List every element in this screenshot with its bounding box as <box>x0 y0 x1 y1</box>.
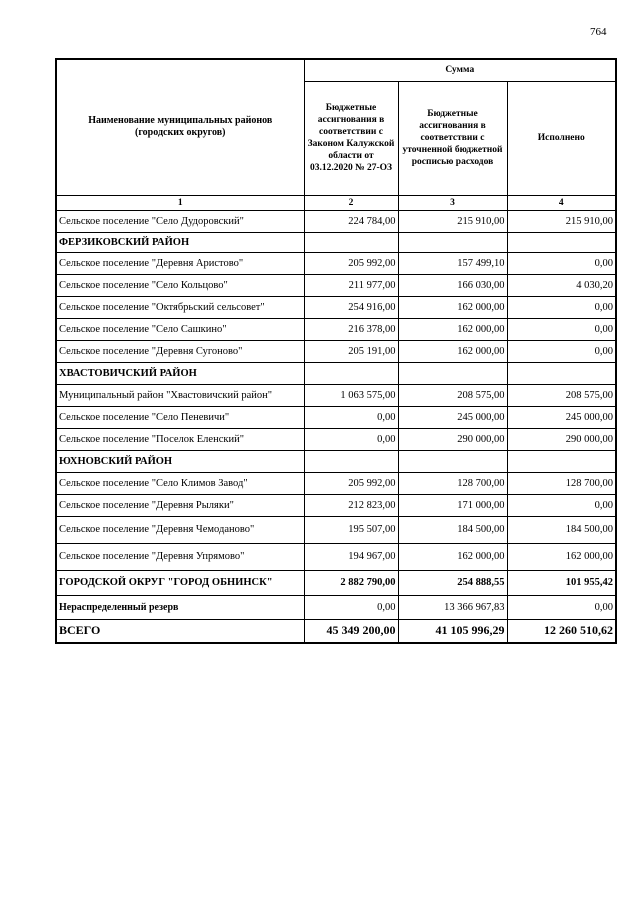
total-row <box>56 619 616 643</box>
header-num-2: 2 <box>304 195 398 210</box>
district-row: ХВАСТОВИЧСКИЙ РАЙОН <box>56 362 616 384</box>
header-num-3: 3 <box>398 195 507 210</box>
header-name-column: Наименование муниципальных районов (городских округов) <box>56 59 304 195</box>
header-sum-group: Сумма <box>304 59 616 81</box>
table-row: Сельское поселение "Село Кольцово" 211 977,00 166 030,00 4 030,20 <box>56 274 616 296</box>
table-row: Сельское поселение "Поселок Еленский" 0,00 290 000,00 290 000,00 <box>56 428 616 450</box>
total-col2: 45 349 200,00 <box>304 619 398 643</box>
table-row: Сельское поселение "Село Климов Завод" 205 992,00 128 700,00 128 700,00 <box>56 472 616 494</box>
header-col4: Исполнено <box>507 81 616 195</box>
header-col3: Бюджетные ассигнования в соответствии с уточненной бюджетной росписью расходов <box>398 81 507 195</box>
district-row: ЮХНОВСКИЙ РАЙОН <box>56 450 616 472</box>
total-col4: 12 260 510,62 <box>507 619 616 643</box>
reserve-row: Нераспределенный резерв 0,00 13 366 967,83 0,00 <box>56 595 616 619</box>
city-district-row: ГОРОДСКОЙ ОКРУГ "ГОРОД ОБНИНСК" 2 882 790,00 254 888,55 101 955,42 <box>56 570 616 595</box>
table-row: Сельское поселение "Село Сашкино" 216 378,00 162 000,00 0,00 <box>56 318 616 340</box>
table-row: Сельское поселение "Деревня Чемоданово" 195 507,00 184 500,00 184 500,00 <box>56 516 616 543</box>
page-number: 764 <box>590 26 607 38</box>
table-row: Сельское поселение "Село Дудоровский" 224 784,00 215 910,00 215 910,00 <box>56 210 616 232</box>
total-col3: 41 105 996,29 <box>398 619 507 643</box>
district-row: ФЕРЗИКОВСКИЙ РАЙОН <box>56 232 616 252</box>
budget-table <box>55 58 617 644</box>
table-row: Сельское поселение "Октябрьский сельсовет" 254 916,00 162 000,00 0,00 <box>56 296 616 318</box>
table-row: Сельское поселение "Деревня Упрямово" 194 967,00 162 000,00 162 000,00 <box>56 543 616 570</box>
header-num-4: 4 <box>507 195 616 210</box>
table-row: Сельское поселение "Деревня Рыляки" 212 823,00 171 000,00 0,00 <box>56 494 616 516</box>
table-row: Муниципальный район "Хвастовичский район" 1 063 575,00 208 575,00 208 575,00 <box>56 384 616 406</box>
table-row: Сельское поселение "Село Пеневичи" 0,00 245 000,00 245 000,00 <box>56 406 616 428</box>
table-row: Сельское поселение "Деревня Сугоново" 205 191,00 162 000,00 0,00 <box>56 340 616 362</box>
header-col2: Бюджетные ассигнования в соответствии с Законом Калужской области от 03.12.2020 № 27-ОЗ <box>304 81 398 195</box>
table-row: Сельское поселение "Деревня Аристово" 205 992,00 157 499,10 0,00 <box>56 252 616 274</box>
total-label: ВСЕГО <box>56 619 304 643</box>
header-num-1: 1 <box>56 195 304 210</box>
